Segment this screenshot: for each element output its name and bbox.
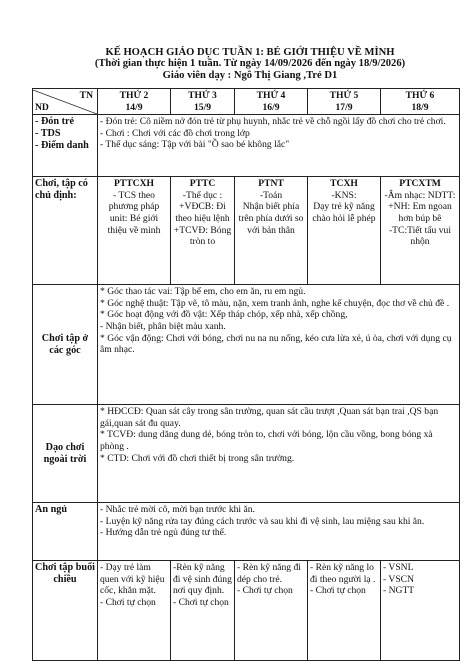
text-line: - Chơi tự chọn: [100, 596, 156, 608]
row-head-line: - Điểm danh: [35, 140, 89, 152]
text-line: - VSNL: [383, 562, 414, 574]
day-header-tue: [171, 89, 235, 115]
day-name: THỨ 5: [329, 90, 359, 101]
lesson-cell-fri: [381, 177, 460, 285]
row-head-afternoon: Chơi tập buổi chiều: [33, 561, 98, 661]
lesson-line: Dạy trẻ kỹ năng chào hỏi lễ phép: [312, 201, 376, 224]
day-header-wed: [235, 89, 308, 115]
text-line: - Thể dục sáng: Tập với bài "Ồ sao bé không lắc": [100, 139, 290, 151]
row-head-line: - Đón trẻ: [35, 116, 75, 128]
text-line: - Nhận biết, phân biệt màu xanh.: [100, 320, 226, 332]
row-body-nap: [98, 503, 460, 561]
day-header-mon: [98, 89, 171, 115]
text-line: - Nhắc trẻ mời cô, mời bạn trước khi ăn.: [100, 504, 255, 516]
text-line: * HĐCCĐ: Quan sát cây trong sân trường, quan sát cầu trượt ,Quan sát bạn trai ,QS bạn gái,quan sát đu quay.: [100, 406, 439, 429]
text-line: * TCVĐ: dung dăng dung dẻ, bóng tròn to, chơi với bóng, lộn cầu vồng, bong bóng xà phòng .: [100, 429, 433, 452]
row-outdoor: [33, 405, 460, 503]
lesson-cell-thu: [308, 177, 381, 285]
header-row: [33, 89, 460, 115]
text-line: - NGTT: [383, 585, 415, 597]
lesson-line: -Toán: [259, 189, 283, 201]
lesson-line: -Âm nhạc: NDTT:: [384, 189, 456, 201]
afternoon-cell-mon: [98, 561, 171, 661]
plan-title: KẾ HOẠCH GIÁO DỤC TUẦN 1: BÉ GIỚI THIỆU VỀ MÌNH: [105, 47, 395, 58]
text-line: -Rèn kỹ năng đi vệ sinh đúng nơi quy định.: [173, 562, 232, 597]
lesson-title: PTTC: [189, 178, 216, 190]
afternoon-cell-fri: [381, 561, 460, 661]
lesson-title: PTNT: [258, 178, 284, 190]
lesson-line: +VĐCB: Đi theo hiệu lệnh: [175, 201, 230, 224]
day-date: 17/9: [335, 101, 353, 113]
row-head-nap: An ngủ: [33, 503, 98, 561]
afternoon-cell-wed: [235, 561, 308, 661]
lesson-cell-wed: [235, 177, 308, 285]
row-head-outdoor: Dạo chơi ngoài trời: [33, 405, 98, 503]
text-line: - Chơi tự chọn: [237, 585, 293, 597]
lesson-line: Nhận biết phía trên phía dưới so với bản thân: [238, 201, 304, 236]
weekly-plan-table: [32, 88, 460, 661]
text-line: - Luyện kỹ năng rửa tay đúng cách trước và sau khi đi vệ sinh, lau miệng sau khi ăn.: [100, 515, 425, 527]
text-line: - Chơi tự chọn: [310, 585, 366, 597]
day-date: 16/9: [262, 101, 280, 113]
row-afternoon: [33, 561, 460, 661]
afternoon-cell-thu: [308, 561, 381, 661]
lesson-line: -KNS:: [331, 189, 357, 201]
lesson-line: +NH: Em ngoan hơn búp bê: [388, 201, 452, 224]
row-head-line: - TDS: [35, 128, 61, 140]
lesson-cell-tue: [171, 177, 235, 285]
day-date: 14/9: [125, 101, 143, 113]
text-line: - Hướng dẫn trẻ ngủ đúng tư thế.: [100, 527, 227, 539]
afternoon-cell-tue: [171, 561, 235, 661]
day-name: THỨ 6: [405, 90, 435, 101]
text-line: - Rèn kỹ năng lo đi theo người lạ .: [310, 562, 376, 585]
lesson-line: -Thể dục :: [182, 189, 223, 201]
day-header-fri: [381, 89, 460, 115]
row-lessons: [33, 177, 460, 285]
lesson-cell-mon: [98, 177, 171, 285]
text-line: * Góc thao tác vai: Tập bế em, cho em ăn, ru em ngủ.: [100, 286, 306, 298]
lesson-title: TCXH: [330, 178, 358, 190]
text-line: * Góc hoạt động với đồ vật: Xếp tháp chóp, xếp nhà, xếp chồng,: [100, 309, 348, 321]
row-corners: [33, 285, 460, 405]
day-name: THỨ 3: [188, 90, 217, 101]
text-line: - Dạy trẻ làm quen với kỹ hiệu cốc, khăn mặt.: [100, 562, 165, 597]
text-line: * CTD: Chơi với đồ chơi thiết bị trong sân trường.: [100, 452, 295, 464]
corner-nd-label: ND: [35, 102, 49, 113]
lesson-title: PTTCXH: [114, 178, 154, 190]
text-line: * Góc vận động: Chơi với bóng, chơi nu na nu nống, kéo cưa lừa xẻ, ú òa, chơi với dụng cụ âm nhạc.: [100, 332, 452, 356]
row-head-corners: Chơi tập ở các góc: [33, 285, 98, 405]
text-line: - VSCN: [383, 573, 415, 585]
corner-cell: [33, 89, 98, 115]
text-line: - Chơi : Chơi với các đồ chơi trong lớp: [100, 127, 250, 139]
row-body-outdoor: [98, 405, 460, 503]
day-date: 15/9: [193, 101, 212, 113]
lesson-line: +TCVĐ: Bóng tròn to: [173, 224, 232, 248]
day-name: THỨ 2: [119, 90, 149, 101]
row-body-corners: [98, 285, 460, 405]
text-line: - Rèn kỹ năng đi dép cho trẻ.: [237, 562, 301, 585]
row-head-welcome: [33, 115, 98, 177]
text-line: - Đón trẻ: Cô niềm nở đón trẻ từ phụ huynh, nhắc trẻ về chỗ ngồi lấy đồ chơi cho trẻ chơi.: [100, 116, 446, 128]
text-line: - Chơi tự chọn: [173, 596, 229, 608]
lesson-title: PTCXTM: [399, 178, 441, 190]
corner-tn-label: TN: [79, 89, 93, 101]
plan-subtitle: (Thời gian thực hiện 1 tuần. Từ ngày 14/09/2026 đến ngày 18/9/2026): [94, 58, 406, 69]
row-body-welcome: [98, 115, 460, 177]
row-nap: [33, 503, 460, 561]
teacher-line: Giáo viên dạy : Ngô Thị Giang ,Trẻ D1: [162, 70, 338, 81]
day-date: 18/9: [411, 101, 429, 113]
lesson-line: -TC:Tiết tấu vui nhộn: [388, 224, 451, 248]
text-line: * Góc nghệ thuật: Tập vẽ, tô màu, nặn, xem tranh ảnh, nghe kể chuyện, đọc thơ về chủ đề .: [100, 297, 450, 309]
day-header-thu: [308, 89, 381, 115]
day-name: THỨ 4: [256, 90, 286, 101]
lesson-line: - TCS theo phương pháp unit: Bé giới thiệu về mình: [107, 189, 161, 236]
row-welcome: [33, 115, 460, 177]
row-head-lessons: Chơi, tập có chủ định:: [33, 177, 98, 285]
